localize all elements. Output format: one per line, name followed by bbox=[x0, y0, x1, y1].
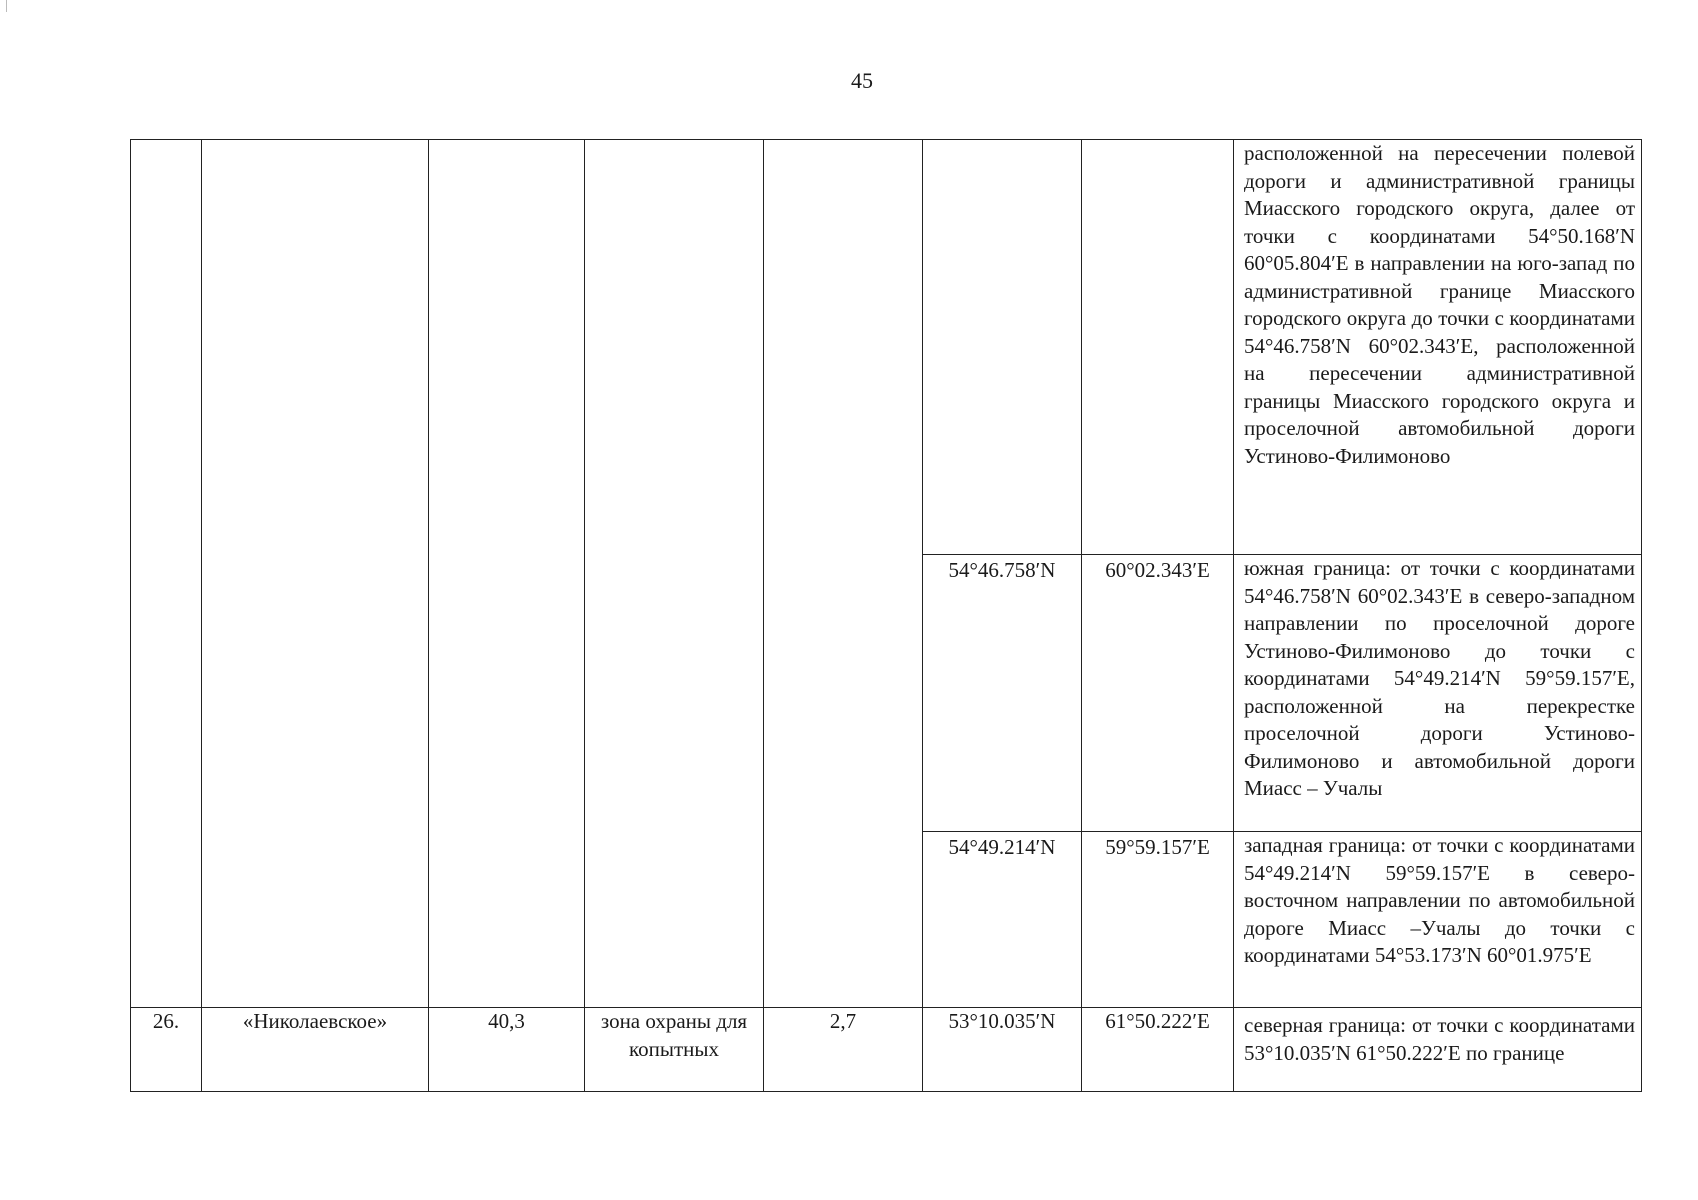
row-number: 26. bbox=[131, 1008, 202, 1092]
page-number: 45 bbox=[851, 68, 873, 93]
table-row-26 bbox=[131, 1008, 1642, 1092]
area-cell bbox=[429, 140, 585, 1008]
lon-cell bbox=[1082, 140, 1234, 555]
name-cell bbox=[202, 140, 429, 1008]
west-lat: 54°49.214′N bbox=[923, 832, 1082, 1008]
lat-cell bbox=[923, 140, 1082, 555]
zone-area-cell bbox=[764, 140, 923, 1008]
south-lat: 54°46.758′N bbox=[923, 555, 1082, 832]
hunting-grounds-table bbox=[130, 139, 1642, 1092]
west-boundary-description: западная граница: от точки с координатами 54°49.214′N 59°59.157′E в северо-восточном направлении по автомобильной дороге Миасс –Учалы до точки с координатами 54°53.173′N 60°01.975′E bbox=[1234, 832, 1642, 1008]
table-row-continued bbox=[131, 140, 1642, 555]
boundary-description: расположенной на пересечении полевой дороги и административной границы Миасского городского округа, далее от точки с координатами 54°50.168′N 60°05.804′E в направлении на юго-запад по административной границе Миасского городского округа до точки с координатами 54°46.758′N 60°02.343′E, расположенной на пересечении административной границы Миасского городского округа и проселочной автомобильной дороги Устиново-Филимоново bbox=[1234, 140, 1642, 555]
north-boundary-description: северная граница: от точки с координатами 53°10.035′N 61°50.222′E по границе bbox=[1234, 1008, 1642, 1092]
row26-lat: 53°10.035′N bbox=[923, 1008, 1082, 1092]
south-boundary-description: южная граница: от точки с координатами 54°46.758′N 60°02.343′E в северо-западном направлении по проселочной дороге Устиново-Филимоново до точки с координатами 54°49.214′N 59°59.157′E, расположенной на перекрестке проселочной дороги Устиново-Филимоново и автомобильной дороги Миасс – Учалы bbox=[1234, 555, 1642, 832]
ground-name: «Николаевское» bbox=[202, 1008, 429, 1092]
num-cell bbox=[131, 140, 202, 1008]
ground-area: 40,3 bbox=[429, 1008, 585, 1092]
west-lon: 59°59.157′E bbox=[1082, 832, 1234, 1008]
scan-mark bbox=[6, 0, 7, 12]
zone-area: 2,7 bbox=[764, 1008, 923, 1092]
row26-lon: 61°50.222′E bbox=[1082, 1008, 1234, 1092]
zone-cell bbox=[585, 140, 764, 1008]
protection-zone: зона охраны для копытных bbox=[585, 1008, 764, 1092]
south-lon: 60°02.343′E bbox=[1082, 555, 1234, 832]
